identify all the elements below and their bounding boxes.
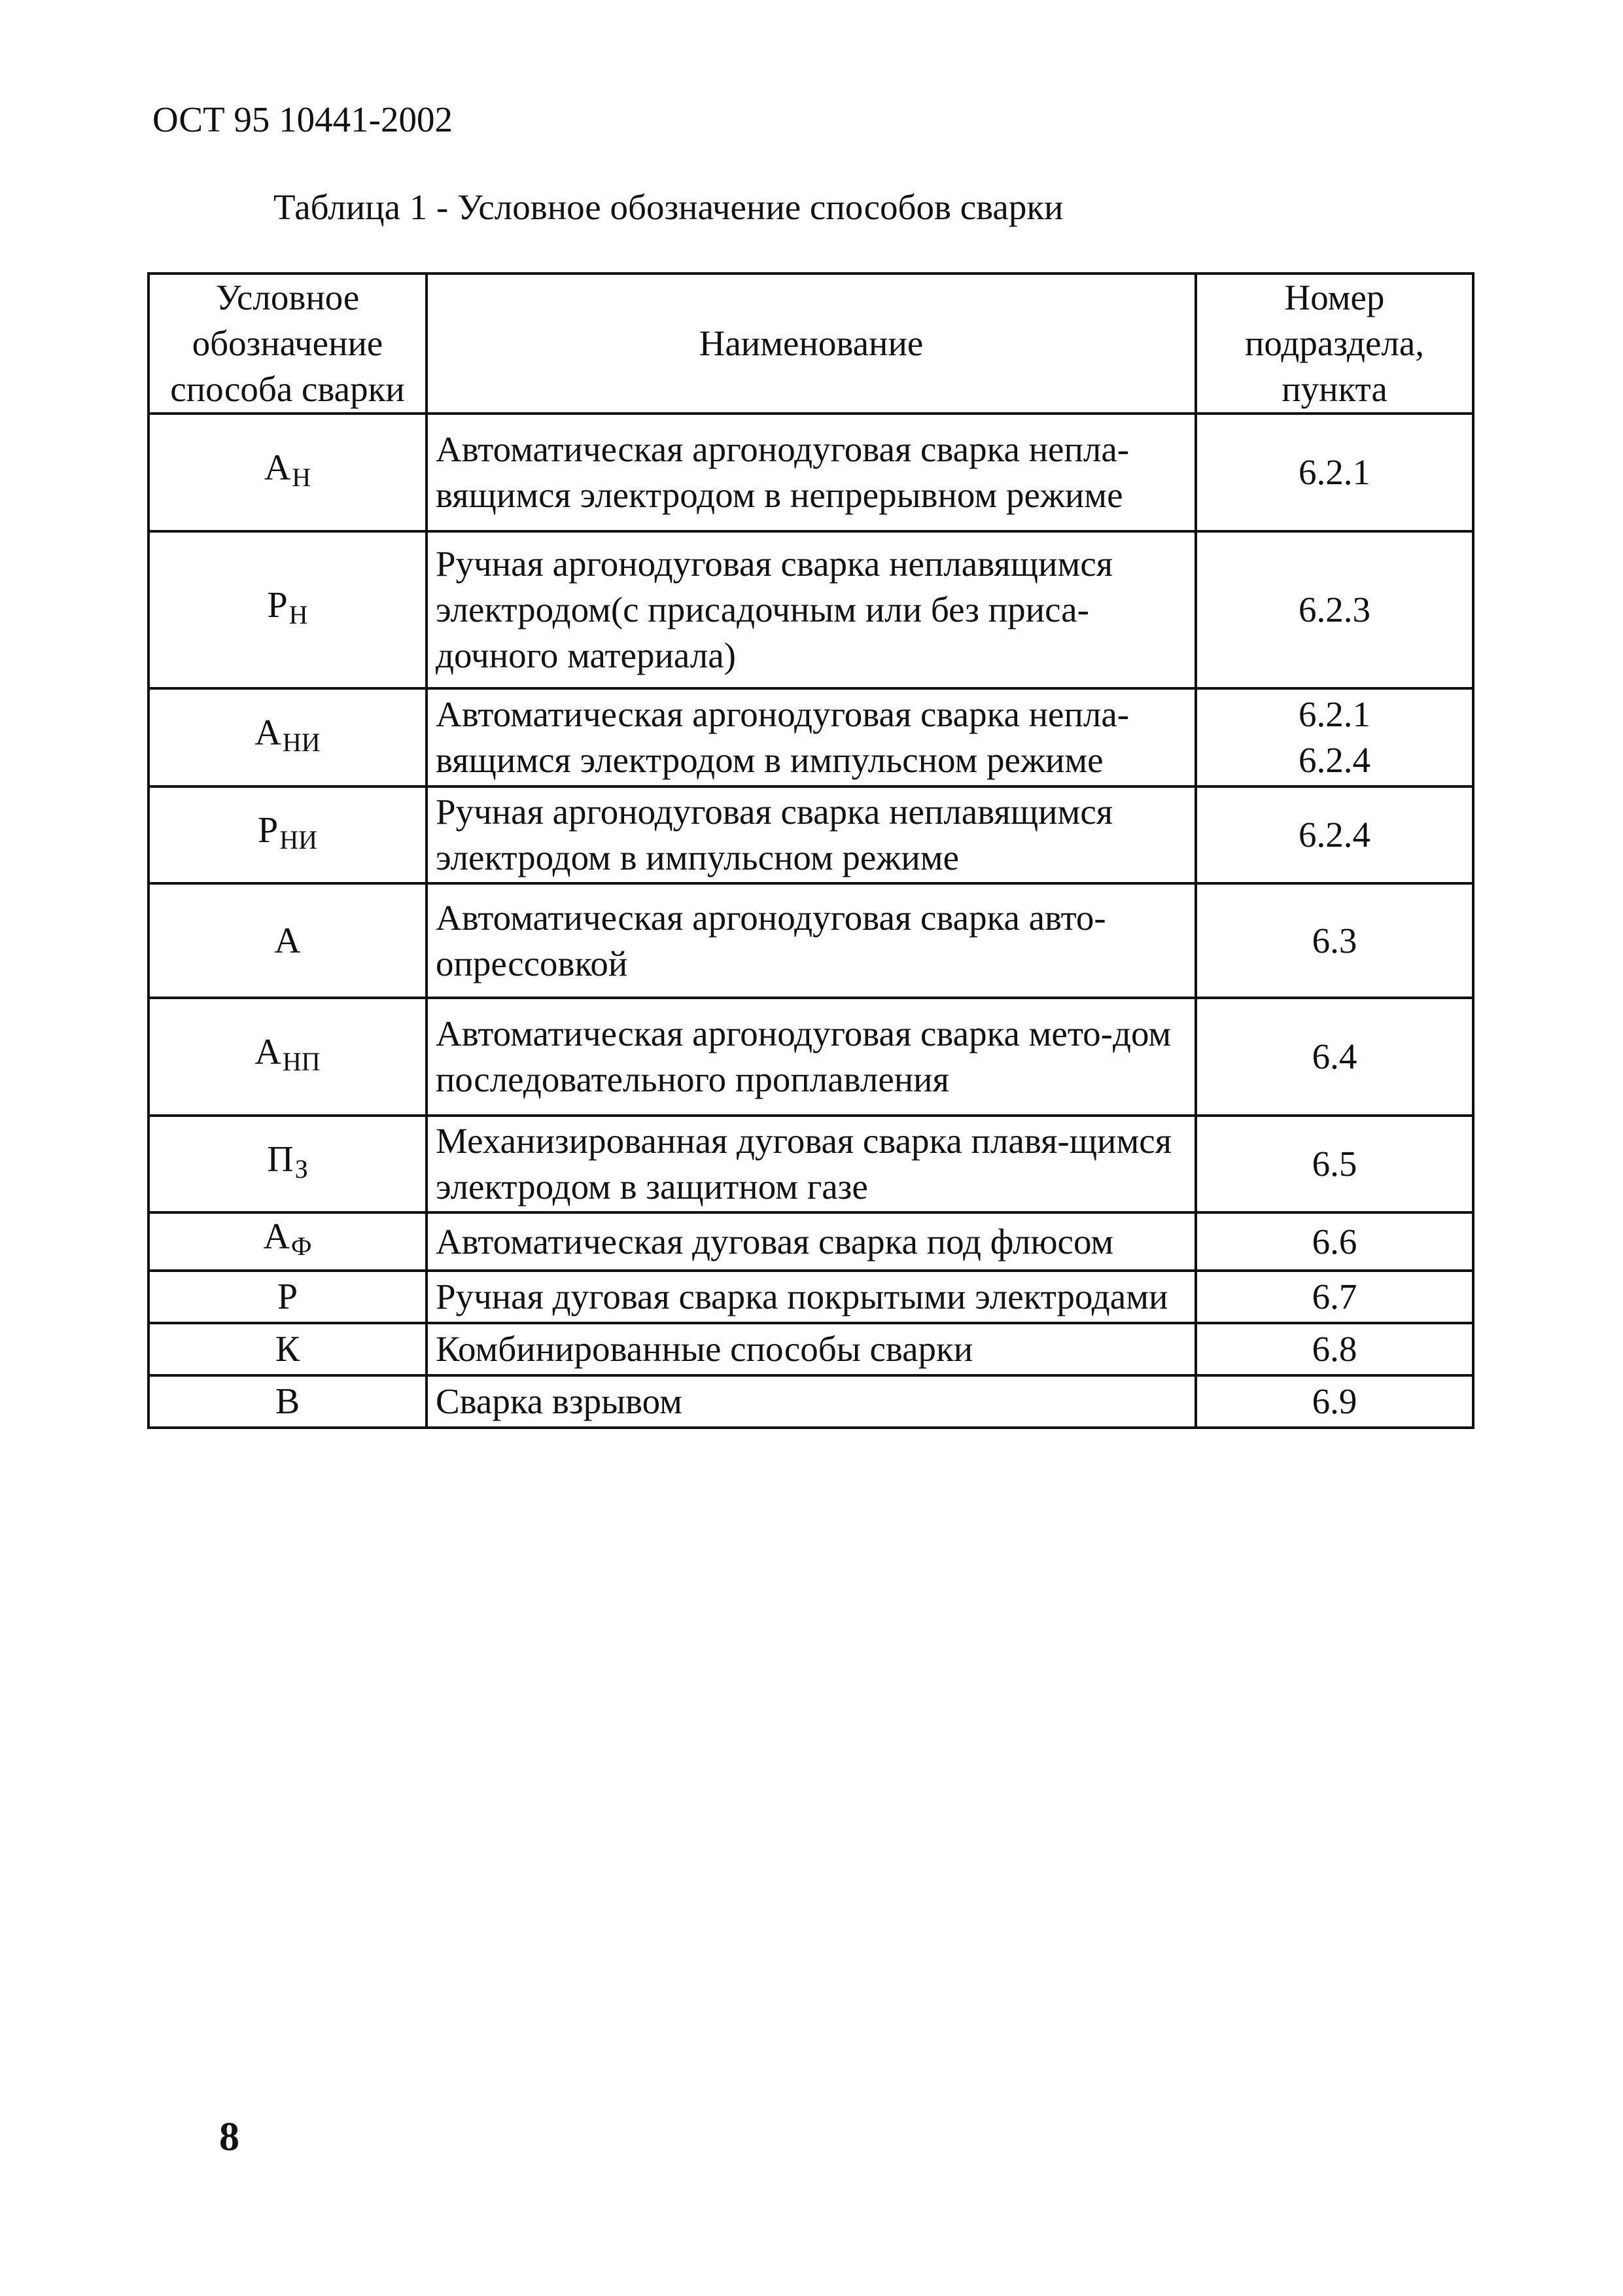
table-header-row: [148, 274, 1473, 414]
cell-code: [148, 998, 427, 1116]
cell-code: [148, 1212, 427, 1271]
code-subscript: Ф: [290, 1231, 312, 1261]
cell-name: Автоматическая аргонодуговая сварка мето-дом последовательного проплавления: [427, 998, 1196, 1116]
table-row: [148, 1323, 1473, 1375]
document-code: ОСТ 95 10441-2002: [152, 99, 453, 139]
code-letter: П: [267, 1139, 294, 1180]
cell-code: [148, 1271, 427, 1323]
cell-code: [148, 883, 427, 998]
welding-methods-table: [147, 272, 1475, 1429]
code-subscript: Н: [288, 599, 308, 629]
table-row: [148, 883, 1473, 998]
cell-ref: [1196, 1116, 1473, 1212]
column-header-ref: Номер подраздела, пункта: [1196, 274, 1473, 414]
cell-code: [148, 414, 427, 531]
code-subscript: З: [294, 1154, 308, 1184]
cell-name: Комбинированные способы сварки: [427, 1323, 1196, 1375]
cell-name: Автоматическая дуговая сварка под флюсом: [427, 1212, 1196, 1271]
code-letter: А: [254, 1031, 281, 1072]
code-letter: В: [275, 1381, 300, 1422]
cell-code: [148, 1375, 427, 1428]
cell-name: Механизированная дуговая сварка плавя-щимся электродом в защитном газе: [427, 1116, 1196, 1212]
cell-name: Ручная дуговая сварка покрытыми электродами: [427, 1271, 1196, 1323]
ref-number: 6.4: [1312, 1036, 1357, 1076]
cell-name: Автоматическая аргонодуговая сварка непла-вящимся электродом в импульсном режиме: [427, 688, 1196, 786]
table-row: [148, 1271, 1473, 1323]
cell-ref: [1196, 414, 1473, 531]
table-row: [148, 786, 1473, 883]
cell-code: [148, 1116, 427, 1212]
code-subscript: Н: [292, 462, 311, 492]
table-row: [148, 998, 1473, 1116]
cell-ref: [1196, 688, 1473, 786]
cell-ref: [1196, 1375, 1473, 1428]
cell-name: Ручная аргонодуговая сварка неплавящимся электродом(с присадочным или без приса-дочного материала): [427, 531, 1196, 688]
table-row: [148, 531, 1473, 688]
page-number: 8: [219, 2115, 239, 2159]
ref-number: 6.5: [1312, 1144, 1357, 1184]
column-header-code: Условное обозначение способа сварки: [148, 274, 427, 414]
code-letter: Р: [277, 1277, 298, 1317]
cell-ref: [1196, 531, 1473, 688]
code-letter: А: [274, 920, 301, 961]
cell-code: [148, 531, 427, 688]
code-letter: Р: [258, 809, 279, 851]
ref-number: 6.2.4: [1299, 815, 1370, 855]
table-row: [148, 688, 1473, 786]
table-row: [148, 1116, 1473, 1212]
cell-ref: [1196, 1271, 1473, 1323]
cell-name: Сварка взрывом: [427, 1375, 1196, 1428]
cell-code: [148, 1323, 427, 1375]
table-row: [148, 1212, 1473, 1271]
table-row: [148, 414, 1473, 531]
cell-code: [148, 786, 427, 883]
ref-number: 6.2.3: [1299, 590, 1370, 629]
cell-ref: [1196, 786, 1473, 883]
cell-name: Автоматическая аргонодуговая сварка непла-вящимся электродом в непрерывном режиме: [427, 414, 1196, 531]
ref-number: 6.2.4: [1299, 740, 1370, 780]
cell-ref: [1196, 1212, 1473, 1271]
code-subscript: НИ: [282, 727, 321, 757]
cell-name: Автоматическая аргонодуговая сварка авто-опрессовкой: [427, 883, 1196, 998]
ref-number: 6.7: [1312, 1277, 1357, 1316]
table-caption: Таблица 1 - Условное обозначение способов сварки: [273, 187, 1064, 227]
code-letter: А: [264, 447, 291, 488]
ref-number: 6.2.1: [1299, 694, 1370, 734]
code-letter: К: [275, 1329, 300, 1369]
code-letter: Р: [267, 584, 288, 626]
table-row: [148, 1375, 1473, 1428]
ref-number: 6.9: [1312, 1381, 1357, 1421]
code-subscript: НИ: [279, 824, 317, 855]
ref-number: 6.6: [1312, 1221, 1357, 1262]
cell-ref: [1196, 1323, 1473, 1375]
cell-ref: [1196, 998, 1473, 1116]
cell-name: Ручная аргонодуговая сварка неплавящимся электродом в импульсном режиме: [427, 786, 1196, 883]
table-body: [148, 414, 1473, 1428]
column-header-name: Наименование: [427, 274, 1196, 414]
code-subscript: НП: [282, 1046, 321, 1076]
ref-number: 6.3: [1312, 920, 1357, 961]
code-letter: А: [263, 1216, 290, 1257]
cell-ref: [1196, 883, 1473, 998]
ref-number: 6.2.1: [1299, 452, 1370, 492]
cell-code: [148, 688, 427, 786]
ref-number: 6.8: [1312, 1329, 1357, 1369]
code-letter: А: [254, 712, 281, 753]
